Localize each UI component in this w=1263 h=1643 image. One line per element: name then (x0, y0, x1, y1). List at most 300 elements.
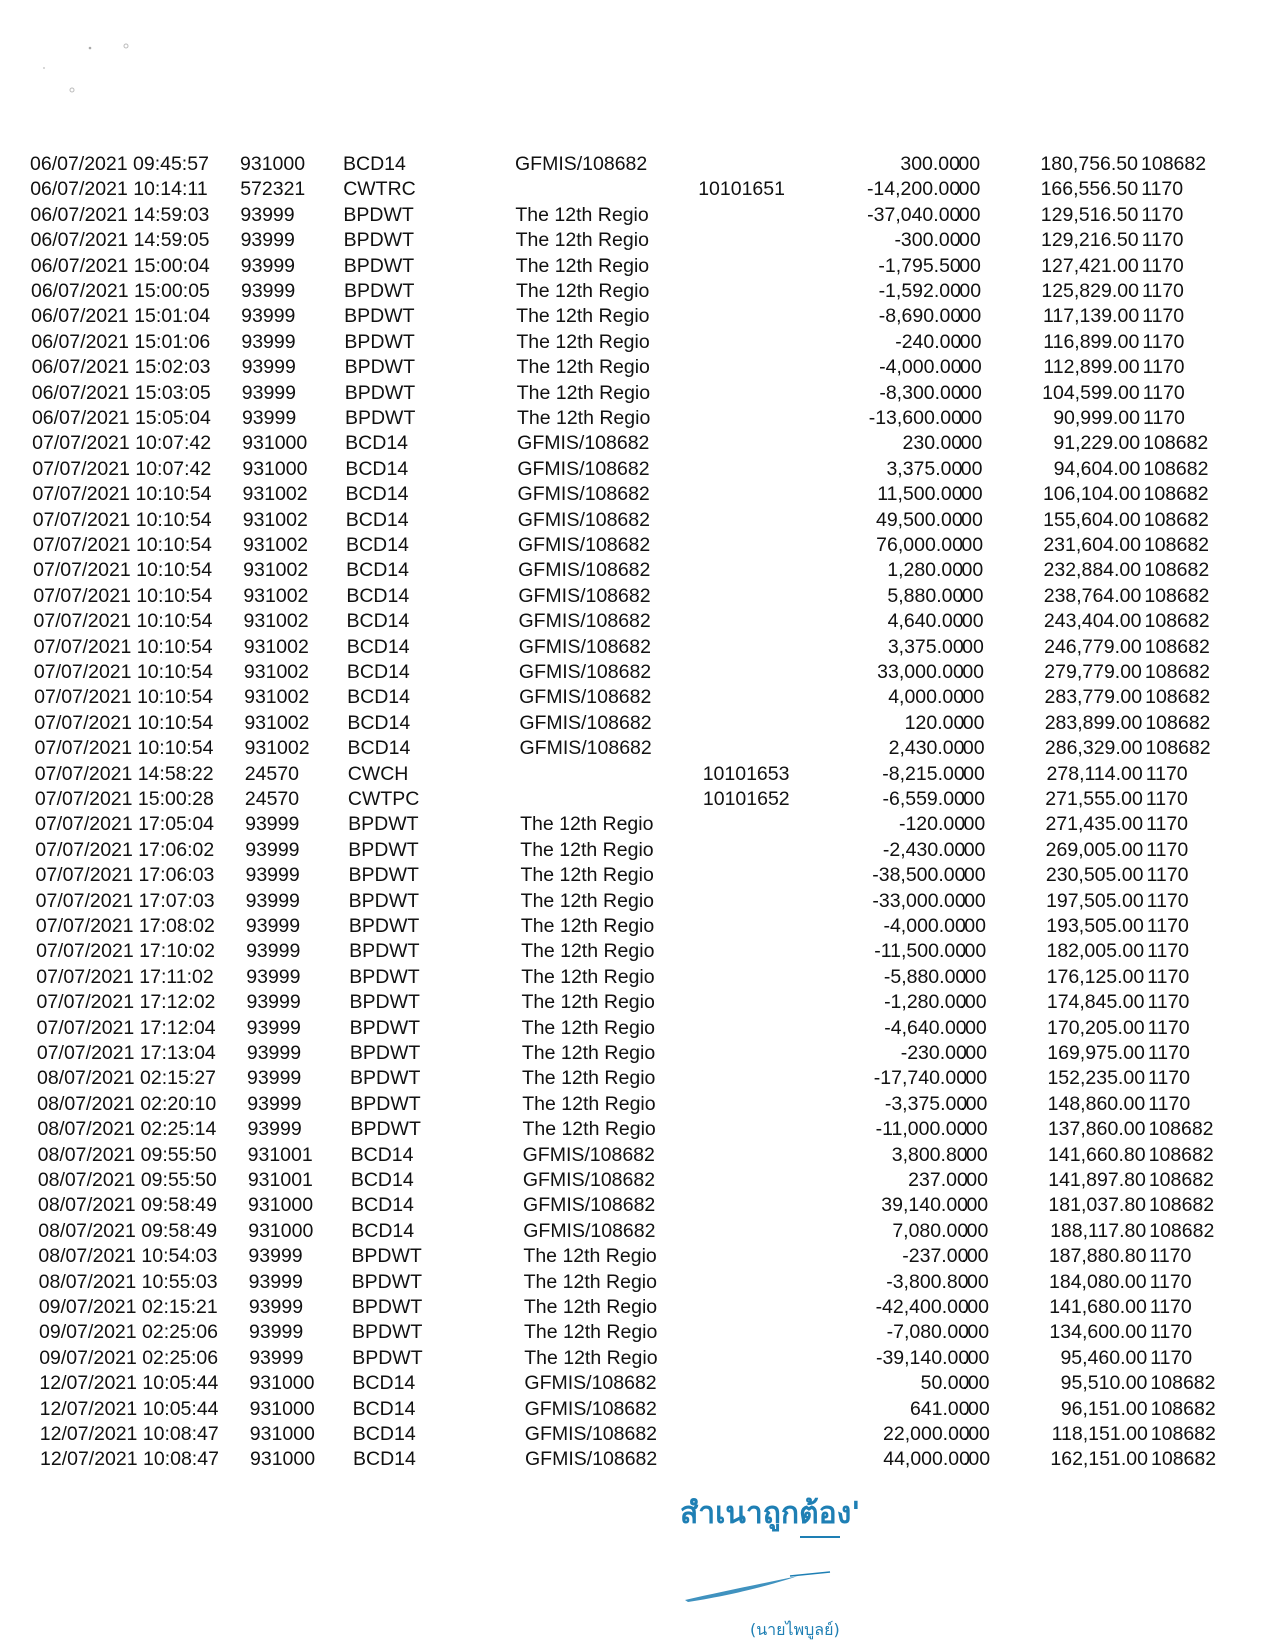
row-datetime: 07/07/2021 17:07:03 (35, 889, 215, 912)
row-description: The 12th Regio (516, 381, 651, 404)
row-account: 1170 (1141, 254, 1184, 277)
row-amount: 4,640.00 (887, 610, 964, 633)
row-description: The 12th Regio (516, 305, 650, 328)
row-code: 93999 (240, 229, 295, 252)
row-amount: 50.00 (920, 1372, 970, 1395)
row-account: 1170 (1142, 381, 1185, 404)
row-account: 1170 (1146, 838, 1189, 861)
row-type: BPDWT (344, 381, 416, 404)
row-zero: .00 (958, 813, 986, 836)
row-description: The 12th Regio (515, 254, 650, 277)
row-code: 93999 (246, 1042, 302, 1064)
row-description: GFMIS/108682 (525, 1448, 658, 1471)
row-account: 108682 (1150, 1423, 1216, 1445)
row-description: The 12th Regio (521, 965, 655, 988)
row-datetime: 07/07/2021 17:06:03 (35, 864, 215, 887)
table-row (40, 1397, 1230, 1421)
row-code: 93999 (240, 203, 295, 226)
row-balance: 181,037.80 (1048, 1194, 1147, 1217)
row-account: 1170 (1149, 1245, 1192, 1268)
row-amount: 237.00 (908, 1169, 968, 1191)
row-amount: -240.00 (895, 330, 962, 353)
row-datetime: 07/07/2021 10:10:54 (33, 610, 213, 633)
row-amount: -42,400.00 (875, 1296, 969, 1318)
row-amount: -39,140.00 (875, 1346, 970, 1369)
table-row (34, 660, 1224, 684)
row-datetime: 07/07/2021 10:10:54 (33, 635, 213, 658)
row-zero: .00 (955, 457, 983, 480)
row-type: BPDWT (350, 1118, 421, 1141)
row-zero: .00 (953, 203, 981, 226)
row-balance: 152,235.00 (1047, 1067, 1146, 1090)
row-amount: -7,080.00 (886, 1321, 970, 1344)
row-description: The 12th Regio (523, 1270, 657, 1293)
row-amount: -17,740.00 (873, 1067, 968, 1090)
row-datetime: 07/07/2021 17:12:04 (36, 1016, 216, 1039)
row-description: The 12th Regio (521, 940, 655, 963)
row-type: BPDWT (348, 838, 419, 861)
table-row (35, 787, 1225, 811)
table-row (39, 1270, 1229, 1294)
row-balance: 180,756.50 (1040, 153, 1138, 175)
table-row (33, 584, 1223, 608)
row-type: CWTRC (343, 178, 416, 201)
scan-specks (40, 40, 160, 110)
row-account: 108682 (1148, 1143, 1214, 1166)
row-description: GFMIS/108682 (523, 1194, 656, 1217)
row-account: 108682 (1148, 1118, 1214, 1141)
row-type: BCD14 (347, 737, 411, 760)
row-account: 108682 (1141, 153, 1207, 175)
row-amount: 33,000.00 (877, 661, 964, 683)
row-account: 1170 (1146, 813, 1189, 836)
row-amount: 3,375.00 (887, 635, 964, 658)
row-datetime: 06/07/2021 15:00:05 (30, 280, 210, 302)
row-description: GFMIS/108682 (524, 1423, 658, 1445)
row-description: The 12th Regio (522, 1092, 656, 1115)
row-account: 1170 (1148, 1092, 1191, 1115)
row-type: BCD14 (346, 584, 410, 607)
row-datetime: 09/07/2021 02:25:06 (39, 1321, 218, 1344)
row-code: 93999 (245, 864, 300, 887)
row-amount: 7,080.00 (892, 1219, 969, 1242)
row-amount: -8,690.00 (878, 305, 962, 328)
row-type: BCD14 (346, 559, 409, 582)
row-amount: 39,140.00 (881, 1194, 969, 1217)
row-code: 93999 (241, 305, 296, 328)
row-amount: 1,280.00 (887, 559, 964, 582)
row-description: The 12th Regio (515, 280, 650, 302)
row-balance: 188,117.80 (1050, 1219, 1147, 1242)
row-type: BCD14 (350, 1169, 414, 1191)
row-zero: .00 (961, 1219, 989, 1242)
row-balance: 155,604.00 (1043, 508, 1141, 531)
handwritten-signature (680, 1570, 840, 1610)
row-type: BCD14 (345, 432, 409, 455)
row-datetime: 12/07/2021 10:05:44 (39, 1372, 219, 1395)
row-description: The 12th Regio (524, 1321, 658, 1344)
row-account: 1170 (1148, 1067, 1190, 1090)
row-amount: 230.00 (902, 432, 963, 455)
table-row (31, 304, 1221, 328)
row-zero: .00 (960, 1092, 988, 1115)
row-zero: .00 (962, 1397, 990, 1420)
row-account: 108682 (1149, 1219, 1215, 1242)
row-datetime: 09/07/2021 02:15:21 (38, 1296, 218, 1318)
row-zero: .00 (959, 991, 987, 1014)
row-type: BPDWT (349, 991, 420, 1014)
table-row (36, 889, 1226, 913)
row-type: BPDWT (344, 330, 415, 353)
row-zero: .00 (953, 280, 982, 302)
table-row (40, 1447, 1230, 1471)
row-amount: -4,640.00 (884, 1016, 967, 1039)
row-type: BPDWT (352, 1346, 423, 1369)
row-zero: .00 (956, 584, 984, 607)
row-zero: .00 (954, 305, 982, 328)
row-reference: 10101653 (702, 762, 790, 785)
row-datetime: 07/07/2021 17:10:02 (36, 940, 215, 963)
row-code: 93999 (248, 1245, 303, 1268)
row-datetime: 06/07/2021 15:03:05 (31, 381, 211, 404)
certified-copy-stamp (680, 1490, 860, 1537)
row-description: GFMIS/108682 (519, 711, 652, 734)
row-description: The 12th Regio (522, 1067, 656, 1090)
row-code: 93999 (245, 813, 300, 836)
row-description: The 12th Regio (523, 1245, 657, 1268)
table-row (40, 1422, 1230, 1446)
row-balance: 95,510.00 (1060, 1372, 1148, 1395)
row-balance: 127,421.00 (1041, 254, 1139, 277)
stamp-text: สำเนาถูกต้อง (680, 1496, 852, 1531)
row-zero: .00 (960, 1118, 988, 1141)
row-description: GFMIS/108682 (519, 737, 652, 760)
row-balance: 271,435.00 (1045, 813, 1144, 836)
row-description: GFMIS/108682 (524, 1372, 657, 1395)
row-amount: 11,500.00 (877, 483, 963, 506)
row-balance: 141,660.80 (1048, 1143, 1146, 1166)
row-zero: .00 (959, 940, 987, 963)
row-account: 108682 (1150, 1372, 1216, 1395)
row-amount: 4,000.00 (888, 686, 965, 709)
row-description: The 12th Regio (523, 1296, 658, 1318)
row-type: BCD14 (345, 483, 409, 506)
table-row (39, 1371, 1229, 1395)
row-datetime: 06/07/2021 14:59:03 (30, 203, 210, 226)
row-type: BCD14 (346, 635, 410, 658)
row-code: 93999 (249, 1346, 304, 1369)
row-account: 1170 (1145, 788, 1188, 810)
row-datetime: 07/07/2021 10:07:42 (32, 457, 212, 480)
row-type: BPDWT (349, 940, 420, 963)
table-row (38, 1143, 1228, 1167)
row-account: 1170 (1146, 864, 1189, 887)
row-datetime: 07/07/2021 10:10:54 (32, 534, 212, 556)
row-balance: 279,779.00 (1044, 661, 1142, 683)
row-code: 931000 (242, 432, 308, 455)
row-description: GFMIS/108682 (518, 661, 652, 683)
row-datetime: 06/07/2021 15:01:04 (31, 305, 211, 328)
row-account: 1170 (1150, 1346, 1193, 1369)
row-code: 93999 (240, 254, 296, 277)
row-datetime: 08/07/2021 09:55:50 (37, 1143, 217, 1166)
row-balance: 271,555.00 (1045, 788, 1143, 810)
row-amount: 44,000.00 (883, 1448, 970, 1471)
table-row (37, 1066, 1227, 1090)
row-code: 931002 (242, 508, 308, 531)
row-datetime: 08/07/2021 10:55:03 (38, 1270, 218, 1293)
row-code: 93999 (246, 1016, 301, 1039)
row-description: GFMIS/108682 (517, 534, 651, 556)
row-balance: 269,005.00 (1045, 838, 1144, 861)
row-description: The 12th Regio (515, 203, 649, 226)
row-balance: 129,216.50 (1040, 229, 1139, 252)
row-balance: 141,897.80 (1048, 1169, 1146, 1191)
row-description: GFMIS/108682 (515, 153, 648, 175)
row-zero: .00 (959, 1042, 987, 1064)
row-amount: -3,800.80 (886, 1270, 969, 1293)
row-zero: .00 (955, 508, 983, 531)
row-amount: -1,795.50 (878, 254, 961, 277)
row-balance: 162,151.00 (1050, 1448, 1148, 1471)
table-row (31, 228, 1221, 252)
row-code: 93999 (245, 838, 300, 861)
row-datetime: 08/07/2021 02:20:10 (37, 1092, 217, 1115)
row-description: GFMIS/108682 (518, 610, 651, 633)
row-amount: -4,000.00 (879, 356, 962, 379)
row-amount: 5,880.00 (887, 584, 964, 607)
row-type: BCD14 (345, 457, 409, 480)
signer-name: (นายไพบูลย์) (750, 1620, 840, 1639)
row-type: BCD14 (351, 1219, 415, 1242)
row-code: 93999 (241, 407, 297, 429)
row-balance: 278,114.00 (1046, 762, 1143, 785)
row-account: 1170 (1146, 889, 1189, 912)
row-account: 1170 (1141, 178, 1184, 201)
row-amount: 641.00 (909, 1397, 970, 1420)
row-zero: .00 (960, 1067, 988, 1090)
row-zero: .00 (954, 356, 982, 379)
table-row (35, 736, 1225, 760)
row-datetime: 07/07/2021 17:05:04 (35, 813, 215, 836)
row-amount: -11,000.00 (875, 1118, 968, 1141)
row-type: BPDWT (348, 915, 420, 937)
row-code: 93999 (241, 381, 296, 404)
row-account: 108682 (1150, 1397, 1216, 1420)
row-zero: .00 (961, 1194, 989, 1217)
table-row (35, 838, 1225, 862)
row-account: 1170 (1147, 940, 1190, 963)
row-description: GFMIS/108682 (522, 1143, 655, 1166)
row-balance: 96,151.00 (1060, 1397, 1148, 1420)
table-row (33, 558, 1223, 582)
row-code: 93999 (248, 1296, 304, 1318)
row-account: 108682 (1143, 432, 1209, 455)
row-datetime: 06/07/2021 10:14:11 (30, 178, 208, 201)
row-code: 93999 (241, 356, 296, 379)
row-reference: 10101651 (698, 178, 785, 201)
row-account: 108682 (1143, 483, 1209, 506)
row-code: 931002 (244, 711, 310, 734)
row-code: 931002 (244, 686, 310, 709)
row-amount: -37,040.00 (867, 203, 961, 226)
row-datetime: 07/07/2021 10:10:54 (33, 661, 213, 683)
row-balance: 134,600.00 (1049, 1321, 1148, 1344)
row-type: BCD14 (352, 1372, 416, 1395)
row-type: BPDWT (352, 1321, 423, 1344)
row-balance: 238,764.00 (1043, 584, 1142, 607)
row-type: BCD14 (346, 661, 410, 683)
row-code: 931000 (242, 457, 308, 480)
table-row (32, 457, 1222, 481)
row-code: 931000 (249, 1397, 315, 1420)
row-amount: -237.00 (902, 1245, 969, 1268)
stamp-mark: ' (851, 1496, 861, 1531)
row-account: 108682 (1145, 711, 1211, 734)
row-zero: .00 (959, 965, 987, 988)
row-balance: 174,845.00 (1046, 991, 1145, 1014)
row-account: 108682 (1143, 457, 1209, 480)
row-code: 93999 (245, 889, 300, 912)
row-balance: 187,880.80 (1048, 1245, 1147, 1268)
row-code: 93999 (246, 991, 301, 1014)
row-datetime: 07/07/2021 10:10:54 (34, 737, 214, 760)
row-datetime: 07/07/2021 10:10:54 (33, 584, 213, 607)
row-zero: .00 (962, 1423, 990, 1445)
row-zero: .00 (962, 1346, 990, 1369)
row-balance: 193,505.00 (1046, 915, 1144, 937)
row-datetime: 12/07/2021 10:05:44 (39, 1397, 219, 1420)
row-zero: .00 (953, 254, 981, 277)
row-amount: 22,000.00 (883, 1423, 970, 1445)
row-zero: .00 (962, 1372, 990, 1395)
row-balance: 286,329.00 (1044, 737, 1143, 760)
row-description: The 12th Regio (520, 864, 654, 887)
row-code: 931000 (249, 1423, 315, 1445)
table-row (31, 330, 1221, 354)
row-description: GFMIS/108682 (517, 432, 650, 455)
row-zero: .00 (956, 661, 985, 683)
row-account: 1170 (1147, 1016, 1190, 1039)
table-row (34, 685, 1224, 709)
row-zero: .00 (953, 229, 981, 252)
row-datetime: 07/07/2021 10:10:54 (33, 559, 213, 582)
row-account: 108682 (1144, 559, 1210, 582)
row-zero: .00 (957, 762, 985, 785)
row-zero: .00 (955, 534, 984, 556)
row-code: 93999 (248, 1270, 303, 1293)
row-code: 24570 (244, 788, 300, 810)
row-balance: 91,229.00 (1053, 432, 1141, 455)
table-row (38, 1193, 1228, 1217)
row-balance: 230,505.00 (1045, 864, 1144, 887)
row-type: BCD14 (347, 686, 410, 709)
row-account: 108682 (1144, 610, 1210, 633)
row-description: The 12th Regio (521, 991, 655, 1014)
row-balance: 116,899.00 (1043, 330, 1140, 353)
row-amount: 49,500.00 (875, 508, 963, 531)
row-code: 931000 (248, 1219, 314, 1242)
row-amount: -6,559.00 (882, 788, 965, 810)
row-balance: 141,680.00 (1049, 1296, 1147, 1318)
table-row (33, 508, 1223, 532)
row-datetime: 08/07/2021 09:58:49 (38, 1194, 217, 1217)
row-datetime: 07/07/2021 14:58:22 (34, 762, 214, 785)
row-zero: .00 (960, 1143, 988, 1166)
row-zero: .00 (957, 788, 985, 810)
row-balance: 283,899.00 (1044, 711, 1143, 734)
table-row (32, 431, 1222, 455)
row-code: 931001 (247, 1169, 313, 1191)
table-row (36, 965, 1226, 989)
row-datetime: 06/07/2021 15:01:06 (31, 330, 211, 353)
row-zero: .00 (954, 330, 982, 353)
row-balance: 137,860.00 (1047, 1118, 1146, 1141)
row-datetime: 07/07/2021 17:06:02 (35, 838, 215, 861)
row-code: 93999 (246, 940, 301, 963)
row-account: 108682 (1145, 737, 1211, 760)
table-row (31, 279, 1221, 303)
row-code: 572321 (240, 178, 306, 201)
row-zero: .00 (957, 711, 985, 734)
row-account: 1170 (1142, 356, 1185, 379)
row-zero: .00 (957, 686, 985, 709)
row-description: The 12th Regio (520, 838, 654, 861)
row-amount: -2,430.00 (882, 838, 966, 861)
table-row (35, 812, 1225, 836)
row-account: 1170 (1141, 280, 1184, 302)
row-amount: -8,215.00 (882, 762, 965, 785)
row-account: 108682 (1144, 661, 1210, 683)
table-row (39, 1320, 1229, 1344)
row-zero: .00 (958, 864, 986, 887)
row-type: CWCH (347, 762, 409, 785)
row-datetime: 07/07/2021 17:08:02 (35, 915, 215, 937)
row-type: BPDWT (349, 965, 420, 988)
row-zero: .00 (953, 178, 981, 201)
table-row (31, 254, 1221, 278)
row-code: 931002 (242, 534, 309, 556)
row-datetime: 08/07/2021 09:55:50 (37, 1169, 217, 1191)
row-datetime: 08/07/2021 02:15:27 (37, 1067, 216, 1090)
row-type: BCD14 (350, 1143, 414, 1166)
row-datetime: 08/07/2021 02:25:14 (37, 1118, 217, 1141)
row-balance: 283,779.00 (1044, 686, 1143, 709)
row-zero: .00 (955, 483, 983, 506)
row-type: BPDWT (348, 813, 419, 836)
table-row (38, 1219, 1228, 1243)
row-code: 93999 (240, 280, 296, 302)
row-account: 1170 (1147, 991, 1190, 1014)
row-zero: .00 (956, 635, 984, 658)
row-account: 1170 (1142, 305, 1185, 328)
row-balance: 95,460.00 (1060, 1346, 1148, 1369)
row-description: The 12th Regio (516, 330, 650, 353)
row-amount: 120.00 (904, 711, 965, 734)
row-description: The 12th Regio (521, 1016, 655, 1039)
row-code: 931002 (244, 737, 310, 760)
row-account: 1170 (1146, 915, 1189, 937)
table-row (37, 1041, 1227, 1065)
row-datetime: 07/07/2021 10:10:54 (34, 686, 214, 709)
row-balance: 129,516.50 (1040, 203, 1139, 226)
row-zero: .00 (961, 1245, 989, 1268)
row-balance: 176,125.00 (1046, 965, 1145, 988)
row-datetime: 06/07/2021 15:05:04 (31, 407, 211, 429)
row-balance: 169,975.00 (1047, 1042, 1145, 1064)
row-code: 931000 (250, 1448, 316, 1471)
row-balance: 125,829.00 (1041, 280, 1139, 302)
